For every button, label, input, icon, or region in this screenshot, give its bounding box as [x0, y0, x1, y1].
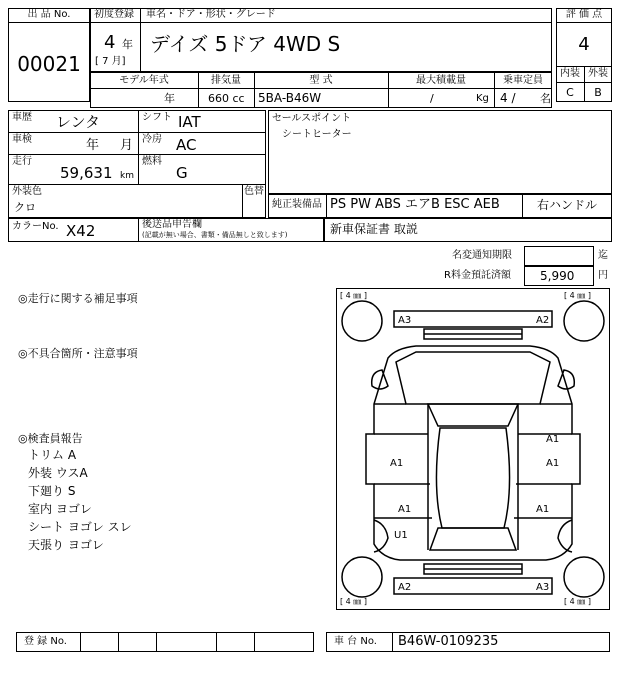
inspector-report-title: ◎検査員報告: [18, 432, 83, 445]
wheel-front-left: [342, 301, 382, 341]
exterior-label: 外装: [588, 68, 608, 79]
model-year-unit: 年: [164, 92, 175, 105]
sales-point-text: シートヒーター: [282, 129, 352, 140]
inspection-month: 月: [120, 138, 134, 153]
mark-side-left: A1: [390, 458, 404, 469]
name-change-unit: 迄: [598, 250, 608, 261]
lot-number: 00021: [17, 52, 81, 76]
recycle-unit: 円: [598, 270, 608, 281]
exterior-grade: B: [594, 86, 602, 99]
inspector-line: 天張り ヨゴレ: [28, 538, 104, 552]
tire-depth-rear-right: [ 4 ㎜ ]: [564, 597, 591, 606]
lot-number-label: 出 品 No.: [27, 9, 71, 20]
wheel-rear-right: [564, 557, 604, 597]
first-registration-month: [ 7 月]: [95, 56, 126, 67]
name-change-label: 名変通知期限: [452, 250, 512, 261]
color-number-label: カラーNo.: [12, 221, 59, 232]
equipment-value: PS PW ABS エアB ESC AEB: [330, 197, 500, 212]
tire-depth-rear-left: [ 4 ㎜ ]: [340, 597, 367, 606]
handle-value: 右ハンドル: [536, 198, 597, 212]
ac-value: AC: [176, 136, 197, 154]
driving-notes-title: ◎走行に関する補足事項: [18, 292, 138, 305]
car-name-label: 車名・ドア・形状・グレード: [146, 9, 276, 20]
color-change-label: 色替: [244, 186, 264, 197]
inspector-line: シート ヨゴレ スレ: [28, 520, 132, 534]
displacement-label: 排気量: [211, 75, 241, 86]
front-bumper: [394, 311, 552, 327]
inspector-line: 下廻り S: [28, 484, 76, 498]
mark-front-right: A2: [536, 315, 550, 326]
fuel-value: G: [176, 164, 188, 182]
mark-left-u1: U1: [394, 530, 408, 541]
mark-side-right-lower: A1: [546, 458, 560, 469]
mileage-unit: km: [120, 171, 134, 181]
first-registration-year: 4: [104, 32, 116, 53]
details-box: [8, 110, 266, 218]
tire-depth-front-right: [ 4 ㎜ ]: [564, 291, 591, 300]
displacement-value: 660 cc: [208, 92, 245, 105]
recycle-label: R料金預託済額: [444, 270, 511, 281]
exterior-color-label: 外装色: [12, 186, 42, 197]
first-registration-year-unit: 年: [122, 38, 133, 51]
shift-value: IAT: [178, 113, 201, 131]
interior-label: 内装: [560, 68, 580, 79]
equipment-label: 純正装備品: [272, 199, 322, 210]
max-load-label: 最大積載量: [416, 75, 466, 86]
capacity-value: 4 /: [500, 91, 516, 105]
capacity-unit: 名: [540, 92, 551, 105]
inspector-line: トリム A: [28, 448, 77, 462]
max-load-value: /: [430, 92, 434, 105]
mark-right-lower: A1: [536, 504, 550, 515]
car-name: デイズ 5ドア 4WD S: [150, 32, 341, 56]
history-label: 車歴: [12, 112, 32, 123]
sales-point-label: セールスポイント: [272, 113, 352, 124]
post-docs-label: 後送品申告欄: [142, 219, 202, 230]
mark-rear-left: A2: [398, 582, 412, 593]
post-docs-note: (記載が無い場合、書類・備品無しと致します): [142, 231, 288, 239]
mileage-label: 走行: [12, 156, 32, 167]
shift-label: シフト: [142, 112, 172, 123]
warranty-value: 新車保証書 取説: [330, 222, 418, 236]
history-value: レンタ: [56, 113, 101, 131]
inspection-year: 年: [86, 138, 100, 153]
tire-depth-front-left: [ 4 ㎜ ]: [340, 291, 367, 300]
rear-bumper: [394, 578, 552, 594]
first-registration-label: 初度登録: [94, 9, 134, 20]
mileage-value: 59,631: [60, 164, 113, 182]
capacity-label: 乗車定員: [503, 75, 543, 86]
mark-front-left: A3: [398, 315, 412, 326]
ac-label: 冷房: [142, 134, 162, 145]
inspector-line: 外装 ウスA: [28, 466, 88, 480]
model-year-label: モデル年式: [119, 75, 169, 86]
registration-number-label: 登 録 No.: [24, 636, 67, 647]
defects-notes-title: ◎不具合箇所・注意事項: [18, 347, 138, 360]
interior-grade: C: [566, 86, 574, 99]
inspection-label: 車検: [12, 134, 32, 145]
name-change-field: [524, 246, 594, 266]
exterior-color-value: クロ: [14, 201, 36, 214]
mark-left-lower: A1: [398, 504, 412, 515]
wheel-front-right: [564, 301, 604, 341]
type-label: 型 式: [309, 75, 333, 86]
type-code: 5BA-B46W: [258, 91, 322, 105]
color-number-value: X42: [66, 222, 96, 240]
chassis-number-label: 車 台 No.: [334, 636, 377, 647]
recycle-amount: 5,990: [540, 269, 575, 283]
mark-rear-right: A3: [536, 582, 550, 593]
inspector-line: 室内 ヨゴレ: [28, 502, 92, 516]
fuel-label: 燃料: [142, 156, 162, 167]
car-diagram: [336, 288, 610, 610]
mark-side-right-upper: A1: [546, 434, 560, 445]
roof-panel: [436, 428, 509, 528]
score-value: 4: [578, 34, 590, 55]
score-label: 評 価 点: [565, 9, 603, 20]
chassis-number-value: B46W-0109235: [398, 634, 499, 649]
max-load-unit: Kg: [476, 93, 489, 104]
wheel-rear-left: [342, 557, 382, 597]
